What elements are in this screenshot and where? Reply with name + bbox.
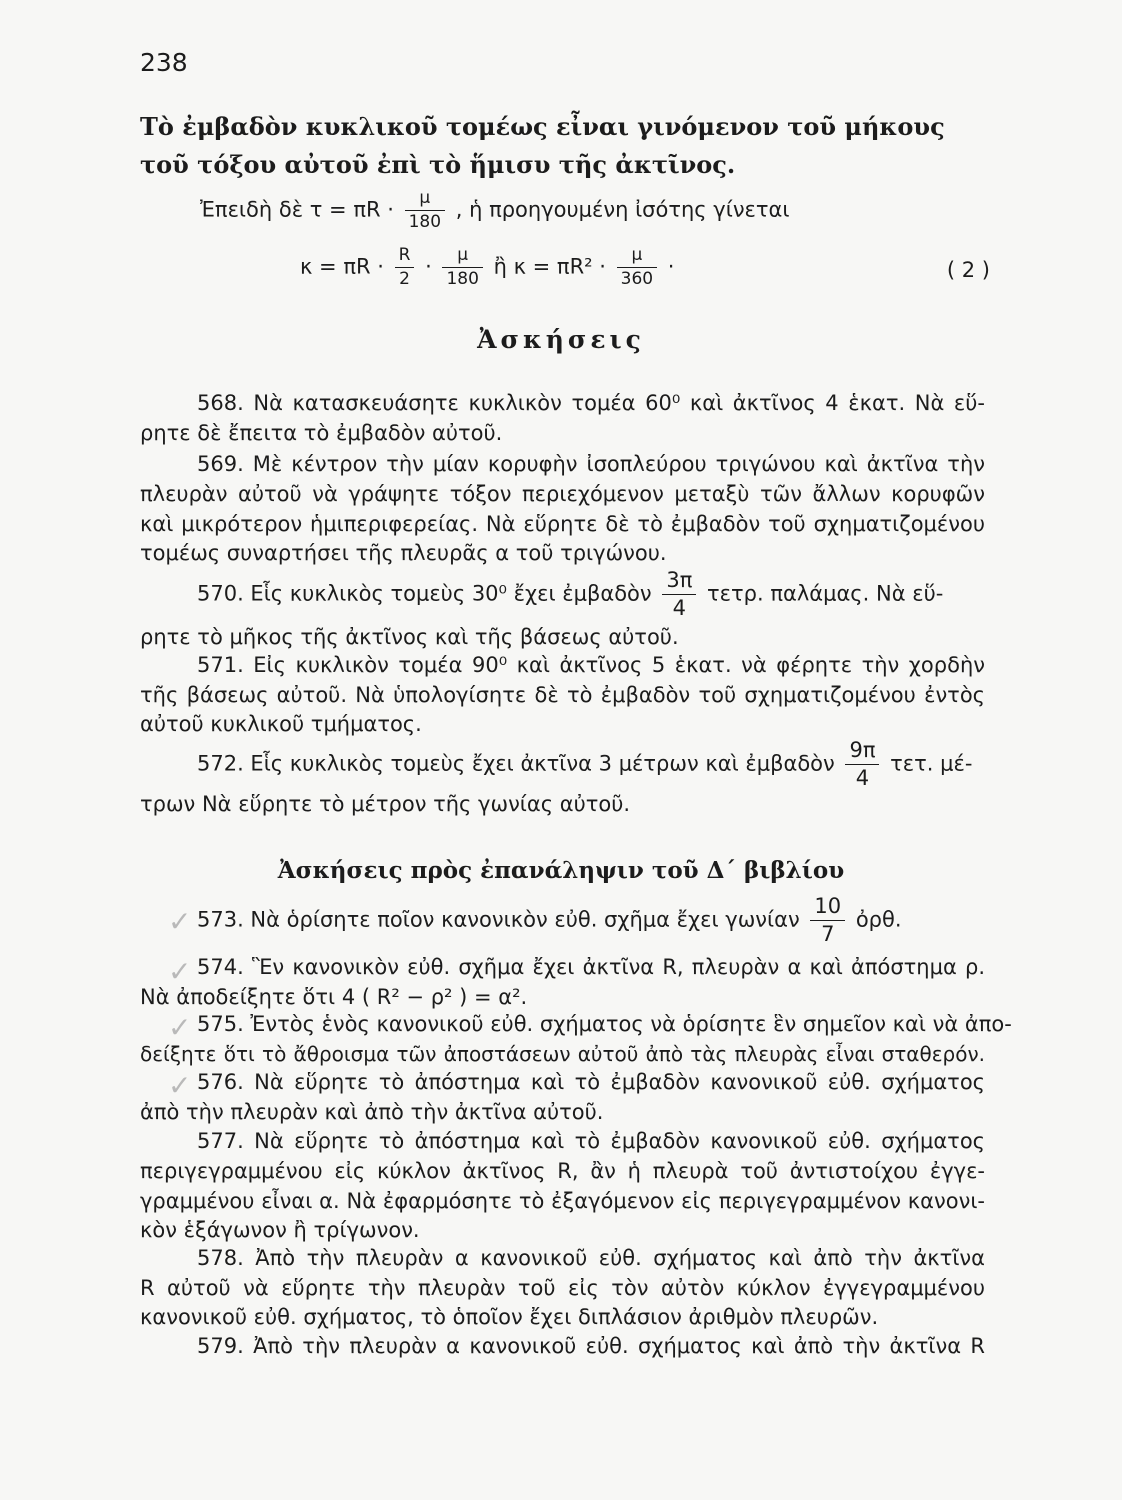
exercise-573-line-1 xyxy=(197,896,987,945)
check-mark-icon: ✓ xyxy=(168,1011,192,1044)
formula-tau-tail: , ἡ προηγουμένη ἰσότης γίνεται xyxy=(455,197,790,222)
fraction-10-7 xyxy=(810,896,845,945)
exercise-579-line-1: 579. Ἀπὸ τὴν πλευρὰν α κανονικοῦ εὐθ. σχήματος καὶ ἀπὸ τὴν ἀκτῖνα R xyxy=(197,1334,985,1358)
exercise-575-line-1: 575. Ἐντὸς ἑνὸς κανονικοῦ εὐθ. σχήματος νὰ ὁρίσητε ἓν σημεῖον καὶ νὰ ἀπο- xyxy=(197,1012,1012,1036)
exercise-574-line-2: Νὰ ἀποδείξητε ὅτι 4 ( R² − ρ² ) = α². xyxy=(140,985,528,1009)
exercise-572-text-b: τετ. μέ- xyxy=(890,751,973,776)
exercise-576-line-2: ἀπὸ τὴν πλευρὰν καὶ ἀπὸ τὴν ἀκτῖνα αὐτοῦ. xyxy=(140,1100,604,1124)
exercise-578-line-3: κανονικοῦ εὐθ. σχήματος, τὸ ὁποῖον ἔχει διπλάσιον ἀριθμὸν πλευρῶν. xyxy=(140,1305,879,1329)
exercise-577-line-2: περιγεγραμμένου εἰς κύκλον ἀκτῖνος R, ἂν ἡ πλευρὰ τοῦ ἀντιστοίχου ἐγγε- xyxy=(140,1159,985,1183)
exercise-570-line-2: ρητε τὸ μῆκος τῆς ἀκτῖνος καὶ τῆς βάσεως αὐτοῦ. xyxy=(140,625,679,649)
theorem-line-1: Τὸ ἐμβαδὸν κυκλικοῦ τομέως εἶναι γινόμενον τοῦ μήκους xyxy=(140,112,945,141)
fraction-numerator: μ xyxy=(631,245,643,265)
fraction-denominator: 7 xyxy=(810,920,845,945)
section-title-exercises: Ἀσκήσεις xyxy=(477,325,645,354)
exercise-571-line-2: τῆς βάσεως αὐτοῦ. Νὰ ὑπολογίσητε δὲ τὸ ἐμβαδὸν τοῦ σχηματιζομένου ἐντὸς xyxy=(140,683,985,707)
exercise-577-line-1: 577. Νὰ εὕρητε τὸ ἀπόστημα καὶ τὸ ἐμβαδὸν κανονικοῦ εὐθ. σχήματος xyxy=(197,1129,985,1153)
exercise-571-line-1: 571. Εἰς κυκλικὸν τομέα 90⁰ καὶ ἀκτῖνος 5 ἑκατ. νὰ φέρητε τὴν χορδὴν xyxy=(197,653,985,677)
fraction-denominator: 2 xyxy=(395,267,415,288)
exercise-572-line-2: τρων Νὰ εὕρητε τὸ μέτρον τῆς γωνίας αὐτοῦ. xyxy=(140,792,631,816)
exercise-577-line-4: κὸν ἑξάγωνον ἢ τρίγωνον. xyxy=(140,1218,420,1242)
formula-area-part1: κ = πR · xyxy=(300,254,384,279)
formula-area xyxy=(300,247,980,288)
check-mark-icon: ✓ xyxy=(168,955,192,988)
fraction-denominator: 360 xyxy=(617,267,657,288)
fraction-numerator: 3π xyxy=(666,568,693,592)
exercise-569-line-2: πλευρὰν αὐτοῦ νὰ γράψητε τόξον περιεχόμενον μεταξὺ τῶν ἄλλων κορυφῶν xyxy=(140,482,985,506)
exercise-573-text-b: ὀρθ. xyxy=(855,907,902,932)
exercise-570-text-b: τετρ. παλάμας. Νὰ εὕ- xyxy=(707,581,944,606)
exercise-573-text-a: 573. Νὰ ὁρίσητε ποῖον κανονικὸν εὐθ. σχῆμα ἔχει γωνίαν xyxy=(197,907,800,932)
fraction-r-2 xyxy=(395,247,415,288)
exercise-574-line-1: 574. Ἓν κανονικὸν εὐθ. σχῆμα ἔχει ἀκτῖνα R, πλευρὰν α καὶ ἀπόστημα ρ. xyxy=(197,955,985,979)
page-number: 238 xyxy=(140,48,188,77)
exercise-568-line-2: ρητε δὲ ἔπειτα τὸ ἐμβαδὸν αὐτοῦ. xyxy=(140,421,503,445)
fraction-denominator: 4 xyxy=(845,764,879,789)
exercise-570-text-a: 570. Εἷς κυκλικὸς τομεὺς 30⁰ ἔχει ἐμβαδὸν xyxy=(197,581,652,606)
fraction-numerator: μ xyxy=(457,245,469,265)
fraction-numerator: μ xyxy=(419,188,431,208)
exercise-577-line-3: γραμμένου εἶναι α. Νὰ ἐφαρμόσητε τὸ ἐξαγόμενον εἰς περιγεγραμμένον κανονι- xyxy=(140,1189,985,1213)
formula-tau xyxy=(200,190,960,231)
fraction-numerator: R xyxy=(398,245,411,265)
exercise-576-line-1: 576. Νὰ εὕρητε τὸ ἀπόστημα καὶ τὸ ἐμβαδὸν κανονικοῦ εὐθ. σχήματος xyxy=(197,1070,985,1094)
exercise-569-line-4: τομέως συναρτήσει τῆς πλευρᾶς α τοῦ τριγώνου. xyxy=(140,541,667,565)
fraction-denominator: 4 xyxy=(662,594,696,619)
exercise-570-line-1 xyxy=(197,570,987,619)
formula-area-end-dot: · xyxy=(667,254,675,279)
fraction-3pi-4 xyxy=(662,570,696,619)
check-mark-icon: ✓ xyxy=(168,905,192,938)
equation-number: ( 2 ) xyxy=(946,258,990,282)
exercise-578-line-1: 578. Ἀπὸ τὴν πλευρὰν α κανονικοῦ εὐθ. σχήματος καὶ ἀπὸ τὴν ἀκτῖνα xyxy=(197,1246,985,1270)
fraction-denominator: 180 xyxy=(405,210,445,231)
formula-area-dot: · xyxy=(425,254,432,279)
formula-area-part2: ἢ κ = πR² · xyxy=(493,254,606,279)
fraction-9pi-4 xyxy=(845,740,879,789)
exercise-569-line-3: καὶ μικρότερον ἡμιπεριφερείας. Νὰ εὕρητε δὲ τὸ ἐμβαδὸν τοῦ σχηματιζομένου xyxy=(140,512,985,536)
formula-tau-lead: Ἐπειδὴ δὲ τ = πR · xyxy=(200,197,394,222)
check-mark-icon: ✓ xyxy=(168,1069,192,1102)
exercise-575-line-2: δείξητε ὅτι τὸ ἄθροισμα τῶν ἀποστάσεων αὐτοῦ ἀπὸ τὰς πλευρὰς εἶναι σταθερόν. xyxy=(140,1042,985,1066)
exercise-568-line-1: 568. Νὰ κατασκευάσητε κυκλικὸν τομέα 60⁰ καὶ ἀκτῖνος 4 ἑκατ. Νὰ εὕ- xyxy=(197,391,985,415)
theorem-line-2: τοῦ τόξου αὐτοῦ ἐπὶ τὸ ἥμισυ τῆς ἀκτῖνος. xyxy=(140,150,736,179)
section-title-review-exercises: Ἀσκήσεις πρὸς ἐπανάληψιν τοῦ Δ΄ βιβλίου xyxy=(277,857,845,884)
fraction-mu-360 xyxy=(617,247,657,288)
fraction-numerator: 9π xyxy=(849,738,876,762)
exercise-572-text-a: 572. Εἷς κυκλικὸς τομεὺς ἔχει ἀκτῖνα 3 μέτρων καὶ ἐμβαδὸν xyxy=(197,751,835,776)
fraction-mu-180 xyxy=(405,190,445,231)
fraction-numerator: 10 xyxy=(814,894,842,918)
exercise-578-line-2: R αὐτοῦ νὰ εὕρητε τὴν πλευρὰν τοῦ εἰς τὸν αὐτὸν κύκλον ἐγγεγραμμένου xyxy=(140,1276,985,1300)
exercise-571-line-3: αὐτοῦ κυκλικοῦ τμήματος. xyxy=(140,712,422,736)
exercise-569-line-1: 569. Μὲ κέντρον τὴν μίαν κορυφὴν ἰσοπλεύρου τριγώνου καὶ ἀκτῖνα τὴν xyxy=(197,452,985,476)
fraction-denominator: 180 xyxy=(442,267,482,288)
exercise-572-line-1 xyxy=(197,740,987,789)
fraction-mu-180 xyxy=(442,247,482,288)
